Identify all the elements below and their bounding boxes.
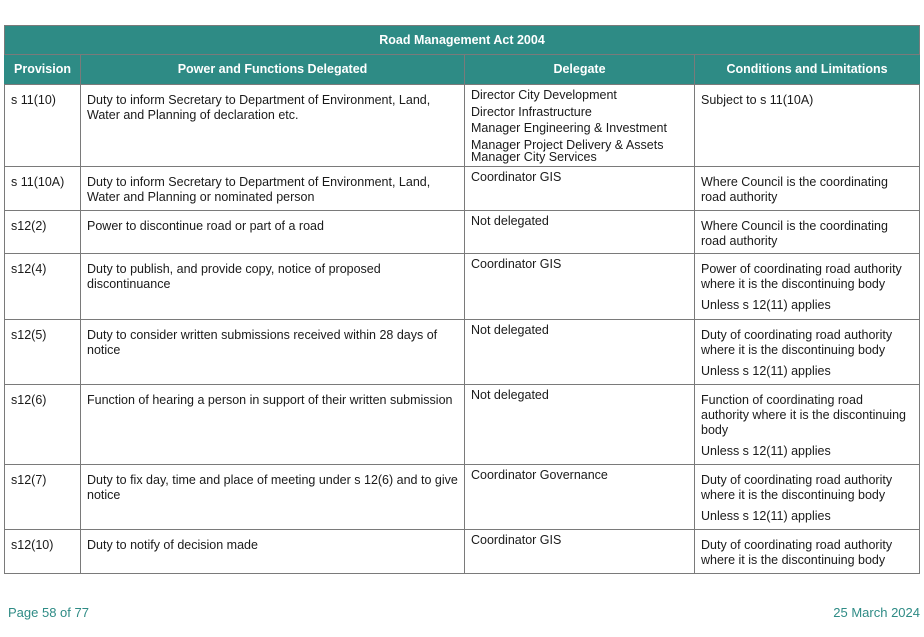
delegate-cell [465, 320, 695, 385]
power-cell: Duty to inform Secretary to Department of Environment, Land, Water and Planning of declaration etc. [81, 85, 465, 167]
table-row [5, 167, 920, 211]
provision-cell: s 11(10A) [5, 167, 81, 211]
delegate-name: Coordinator GIS [471, 170, 562, 185]
power-cell: Function of hearing a person in support of their written submission [81, 385, 465, 465]
conditions-cell [695, 211, 920, 254]
conditions-cell [695, 465, 920, 530]
condition-text: Duty of coordinating road authority where it is the discontinuing body [701, 538, 893, 568]
provision-cell: s12(2) [5, 211, 81, 254]
delegate-cell [465, 167, 695, 211]
delegate-name: Manager Engineering & Investment [471, 121, 667, 136]
condition-text: Duty of coordinating road authority where it is the discontinuing body [701, 473, 893, 503]
power-cell: Duty to publish, and provide copy, notice of proposed discontinuance [81, 254, 465, 320]
table-row [5, 530, 920, 574]
delegate-name: Coordinator GIS [471, 257, 562, 272]
condition-text: Where Council is the coordinating road authority [701, 219, 888, 249]
provision-cell: s12(4) [5, 254, 81, 320]
condition-text: Where Council is the coordinating road authority [701, 175, 888, 205]
header-provision: Provision [5, 55, 81, 85]
table-row [5, 211, 920, 254]
provision-cell: s12(10) [5, 530, 81, 574]
condition-text: Duty of coordinating road authority where it is the discontinuing body [701, 328, 893, 358]
delegate-name: Director City Development [471, 88, 617, 102]
delegate-name: Manager Project Delivery & Assets [471, 137, 664, 152]
table-title: Road Management Act 2004 [5, 26, 920, 55]
condition-text: Subject to s 11(10A) [701, 93, 814, 107]
table-row [5, 465, 920, 530]
provision-cell: s12(6) [5, 385, 81, 465]
header-conditions: Conditions and Limitations [695, 55, 920, 85]
table-row [5, 385, 920, 465]
provision-cell: s 11(10) [5, 85, 81, 167]
delegate-name: Not delegated [471, 214, 549, 229]
condition-text: Function of coordinating road authority where it is the discontinuing body [701, 393, 906, 438]
delegate-name: Coordinator Governance [471, 468, 608, 483]
conditions-cell [695, 85, 920, 167]
power-cell: Duty to inform Secretary to Department of Environment, Land, Water and Planning or nominated person [81, 167, 465, 211]
conditions-cell [695, 320, 920, 385]
delegate-cell [465, 211, 695, 254]
power-cell: Duty to fix day, time and place of meeting under s 12(6) and to give notice [81, 465, 465, 530]
delegate-name: Not delegated [471, 323, 549, 338]
document-date: 25 March 2024 [833, 605, 920, 620]
power-cell: Duty to consider written submissions received within 28 days of notice [81, 320, 465, 385]
power-cell: Power to discontinue road or part of a road [81, 211, 465, 254]
condition-text: Unless s 12(11) applies [701, 298, 831, 313]
conditions-cell [695, 254, 920, 320]
conditions-cell [695, 385, 920, 465]
delegate-cell [465, 385, 695, 465]
conditions-cell [695, 530, 920, 574]
delegation-table [4, 25, 920, 574]
header-power: Power and Functions Delegated [81, 55, 465, 85]
header-delegate: Delegate [465, 55, 695, 85]
condition-text: Unless s 12(11) applies [701, 364, 831, 379]
condition-text: Power of coordinating road authority where it is the discontinuing body [701, 262, 902, 292]
delegate-cell [465, 254, 695, 320]
delegate-name: Not delegated [471, 388, 549, 403]
table-row [5, 85, 920, 167]
delegate-cell [465, 465, 695, 530]
power-cell: Duty to notify of decision made [81, 530, 465, 574]
condition-text: Unless s 12(11) applies [701, 509, 831, 524]
delegate-name: Director Infrastructure [471, 104, 592, 119]
page-number: Page 58 of 77 [8, 605, 89, 620]
condition-text: Unless s 12(11) applies [701, 444, 831, 459]
table-row [5, 320, 920, 385]
delegate-cell [465, 85, 695, 167]
delegate-name: Coordinator GIS [471, 533, 562, 548]
table-row [5, 254, 920, 320]
provision-cell: s12(7) [5, 465, 81, 530]
provision-cell: s12(5) [5, 320, 81, 385]
conditions-cell [695, 167, 920, 211]
delegate-name: Manager City Services [471, 149, 597, 164]
delegate-cell [465, 530, 695, 574]
